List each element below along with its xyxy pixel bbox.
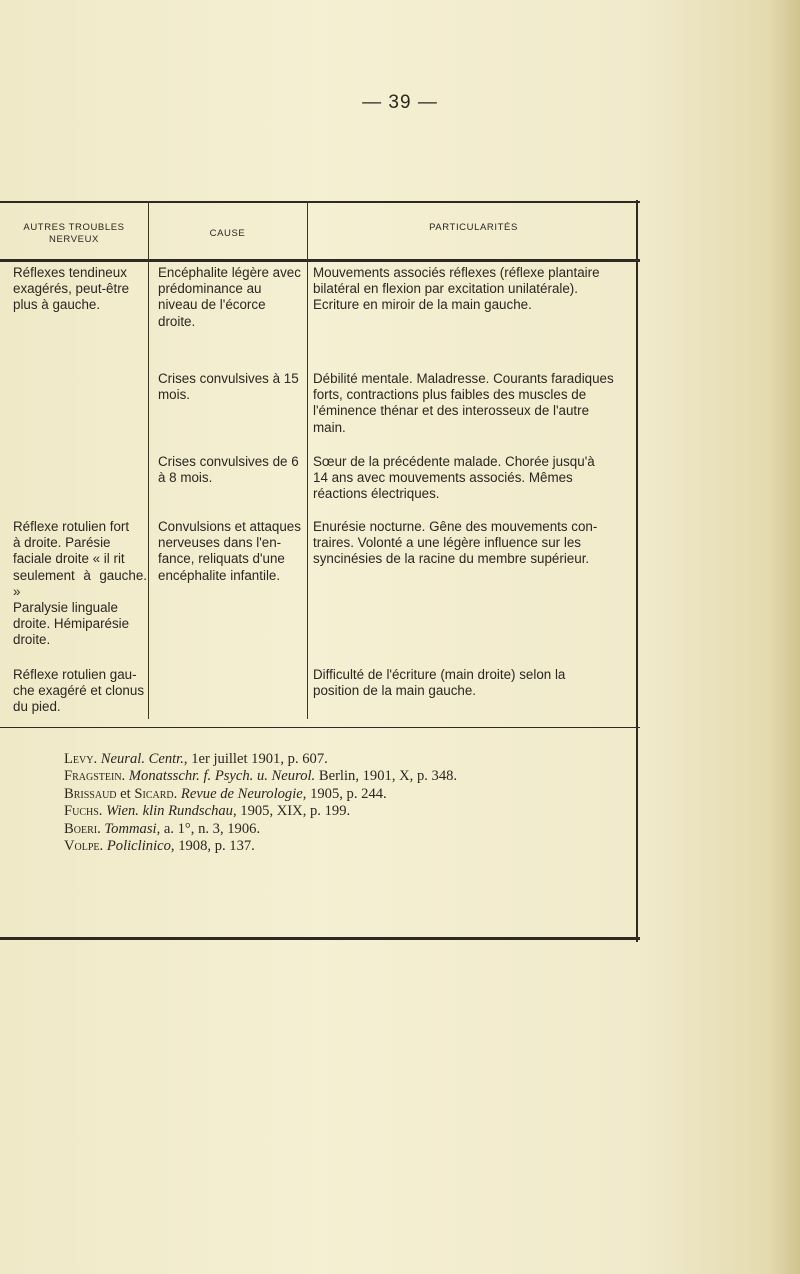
- row4-particularites: Enurésie nocturne. Gêne des mouvements con- traires. Volonté a une légère influence sur les syncinésies de la racine du membre supérieur.: [313, 519, 598, 567]
- row3-particularites: Sœur de la précédente malade. Chorée jusqu'à 14 ans avec mouvements associés. Mêmes réactions électriques.: [313, 454, 595, 502]
- header-particularites: PARTICULARITÉS: [429, 222, 518, 233]
- row1-particularites: Mouvements associés réflexes (réflexe plantaire bilatéral en flexion par excitation unilatérale). Ecriture en miroir de la main gauche.: [313, 265, 600, 313]
- row4-troubles: Réflexe rotulien fort à droite. Parésie faciale droite « il rit seulement à gauche. » Paralysie linguale droite. Hémiparésie droite.: [13, 519, 147, 648]
- column-divider-2: [307, 201, 308, 719]
- row5-particularites: Difficulté de l'écriture (main droite) selon la position de la main gauche.: [313, 667, 566, 699]
- row3-cause: Crises convulsives de 6 à 8 mois.: [158, 454, 299, 486]
- row5-troubles: Réflexe rotulien gau- che exagéré et clonus du pied.: [13, 667, 145, 715]
- table-top-rule: [0, 201, 640, 203]
- header-bottom-rule: [0, 259, 640, 262]
- row1-cause: Encéphalite légère avec prédominance au niveau de l'écorce droite.: [158, 265, 301, 329]
- table-right-rule: [636, 200, 638, 942]
- page-bottom-rule: [0, 937, 640, 940]
- row2-cause: Crises convulsives à 15 mois.: [158, 371, 299, 403]
- page-number: — 39 —: [362, 92, 438, 113]
- reference-item: Boeri. Tommasi, a. 1°, n. 3, 1906.: [64, 820, 261, 837]
- row1-troubles: Réflexes tendineux exagérés, peut-être plus à gauche.: [13, 265, 130, 313]
- row4-cause: Convulsions et attaques nerveuses dans l'en- fance, reliquats d'une encéphalite infantile.: [158, 519, 301, 583]
- reference-item: Fragstein. Monatsschr. f. Psych. u. Neurol. Berlin, 1901, X, p. 348.: [64, 768, 458, 785]
- reference-item: Volpe. Policlinico, 1908, p. 137.: [64, 838, 255, 855]
- reference-item: Levy. Neural. Centr., 1er juillet 1901, p. 607.: [64, 751, 328, 767]
- header-cause: CAUSE: [209, 228, 246, 239]
- reference-item: Brissaud et Sicard. Revue de Neurologie, 1905, p. 244.: [64, 785, 387, 802]
- reference-item: Fuchs. Wien. klin Rundschau, 1905, XIX, p. 199.: [64, 803, 351, 820]
- table-end-rule: [0, 727, 640, 728]
- column-divider-1: [148, 201, 149, 719]
- references-list: [64, 751, 624, 855]
- header-autres-troubles: AUTRES TROUBLES NERVEUX: [23, 222, 125, 245]
- row2-particularites: Débilité mentale. Maladresse. Courants faradiques forts, contractions plus faibles des muscles de l'éminence thénar et des interosseux de l'autre main.: [313, 371, 614, 435]
